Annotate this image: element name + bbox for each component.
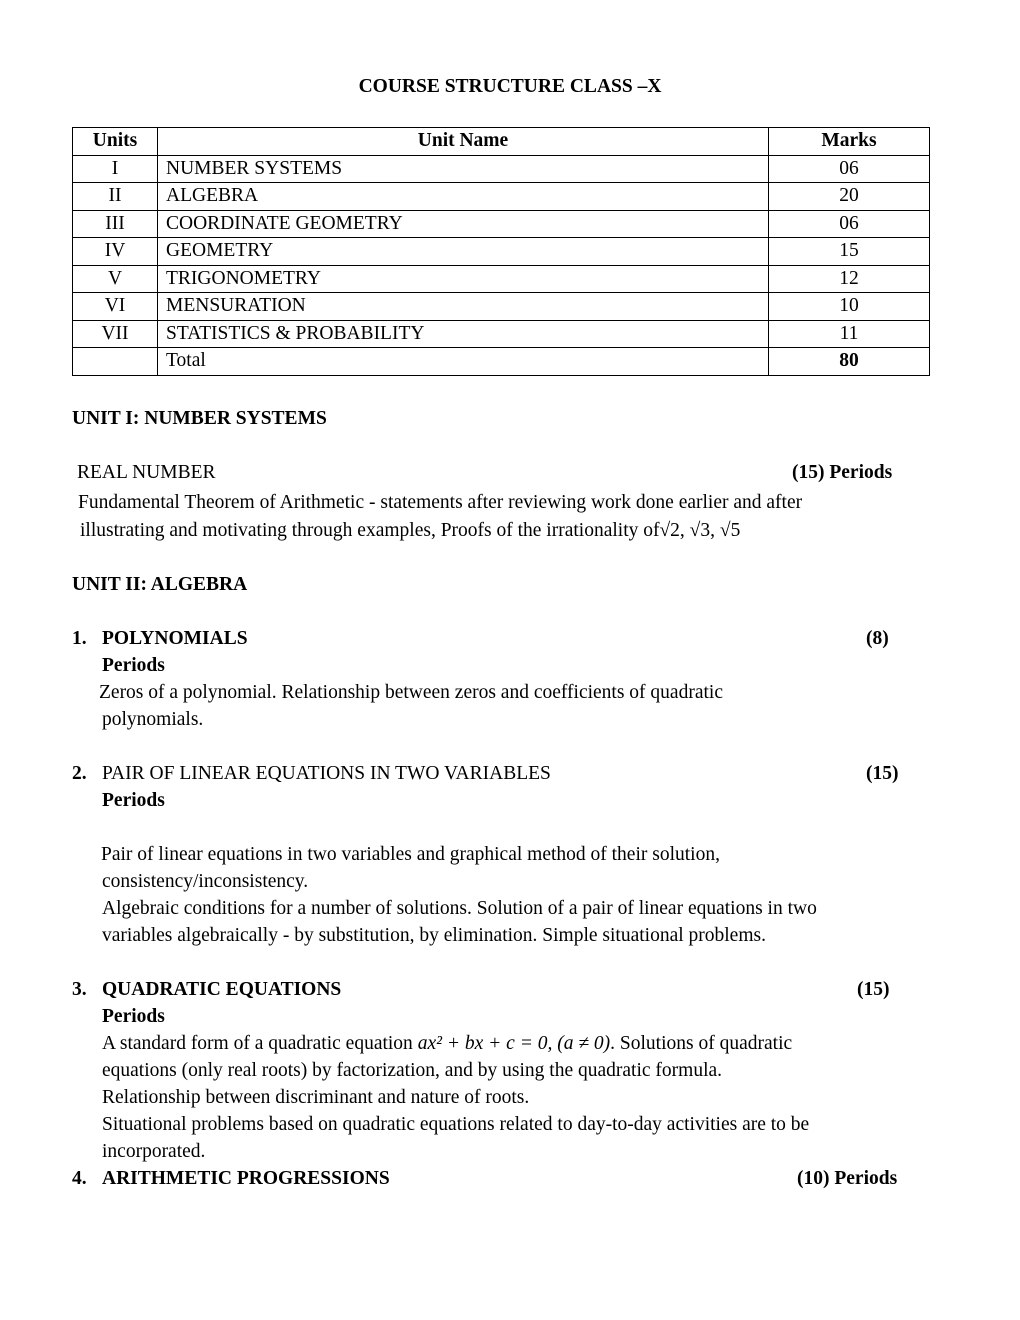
item-text: polynomials. [102, 709, 204, 730]
item-text: equations (only real roots) by factorization, and by using the quadratic formula. [102, 1060, 723, 1081]
item-number: 4. [72, 1168, 87, 1189]
item-number: 3. [72, 979, 87, 1000]
table-row [73, 265, 930, 293]
item-text: variables algebraically - by substitution, by elimination. Simple situational problems. [102, 925, 766, 946]
unit-number: II [73, 183, 158, 211]
unit-name: COORDINATE GEOMETRY [158, 210, 769, 238]
table-row [73, 238, 930, 266]
item-title: POLYNOMIALS [102, 628, 248, 649]
text: . Solutions of quadratic [610, 1033, 793, 1054]
unit-number: I [73, 155, 158, 183]
quadratic-equation: ax² + bx + c = 0, (a ≠ 0) [417, 1033, 611, 1054]
unit-marks: 11 [769, 320, 930, 348]
item-periods: (15) [857, 979, 890, 1000]
total-marks: 80 [769, 348, 930, 376]
item-text: Pair of linear equations in two variables and graphical method of their solution, [101, 844, 720, 865]
unit1-text [80, 520, 740, 542]
unit-marks: 06 [769, 155, 930, 183]
unit-marks: 12 [769, 265, 930, 293]
item-title: QUADRATIC EQUATIONS [102, 979, 342, 1000]
total-label: Total [158, 348, 769, 376]
header-units: Units [73, 128, 158, 156]
unit-number: VI [73, 293, 158, 321]
table-total-row [73, 348, 930, 376]
unit-number: III [73, 210, 158, 238]
item-number: 2. [72, 763, 87, 784]
unit1-topic: REAL NUMBER [77, 462, 216, 483]
periods-label: Periods [102, 655, 165, 676]
item-text: Relationship between discriminant and nature of roots. [102, 1087, 530, 1108]
table-header-row [73, 128, 930, 156]
item-title: PAIR OF LINEAR EQUATIONS IN TWO VARIABLES [102, 763, 551, 784]
unit-number: VII [73, 320, 158, 348]
unit-marks: 15 [769, 238, 930, 266]
item-text: consistency/inconsistency. [102, 871, 309, 892]
unit1-heading: UNIT I: NUMBER SYSTEMS [72, 408, 327, 429]
unit2-heading: UNIT II: ALGEBRA [72, 574, 248, 595]
item-periods: (10) Periods [797, 1168, 898, 1189]
unit-name: GEOMETRY [158, 238, 769, 266]
table-row [73, 210, 930, 238]
table-row [73, 320, 930, 348]
item-title: ARITHMETIC PROGRESSIONS [102, 1168, 390, 1189]
unit1-periods: (15) Periods [792, 462, 893, 483]
text: illustrating and motivating through examples, Proofs of the irrationality of [80, 520, 660, 541]
item-text: Zeros of a polynomial. Relationship between zeros and coefficients of quadratic [99, 682, 723, 703]
unit-marks: 10 [769, 293, 930, 321]
header-unit-name: Unit Name [158, 128, 769, 156]
item-text: Algebraic conditions for a number of solutions. Solution of a pair of linear equations in two [102, 898, 817, 919]
text: A standard form of a quadratic equation [102, 1033, 418, 1054]
unit-name: STATISTICS & PROBABILITY [158, 320, 769, 348]
item-text: incorporated. [102, 1141, 206, 1162]
periods-label: Periods [102, 1006, 165, 1027]
table-row [73, 155, 930, 183]
irrational-roots: √2, √3, √5 [659, 520, 741, 541]
unit-marks: 06 [769, 210, 930, 238]
header-marks: Marks [769, 128, 930, 156]
unit-name: NUMBER SYSTEMS [158, 155, 769, 183]
item-periods: (15) [866, 763, 899, 784]
unit-name: ALGEBRA [158, 183, 769, 211]
item-number: 1. [72, 628, 87, 649]
page-title: COURSE STRUCTURE CLASS –X [358, 76, 662, 97]
item-text [102, 1033, 792, 1055]
unit-name: TRIGONOMETRY [158, 265, 769, 293]
item-text: Situational problems based on quadratic equations related to day-to-day activities are to be [102, 1114, 810, 1135]
table-row [73, 293, 930, 321]
course-structure-table [72, 127, 930, 376]
unit1-text: Fundamental Theorem of Arithmetic - statements after reviewing work done earlier and after [78, 492, 803, 513]
unit-name: MENSURATION [158, 293, 769, 321]
unit-number: IV [73, 238, 158, 266]
unit-number: V [73, 265, 158, 293]
item-periods: (8) [866, 628, 889, 649]
periods-label: Periods [102, 790, 165, 811]
unit-marks: 20 [769, 183, 930, 211]
table-row [73, 183, 930, 211]
